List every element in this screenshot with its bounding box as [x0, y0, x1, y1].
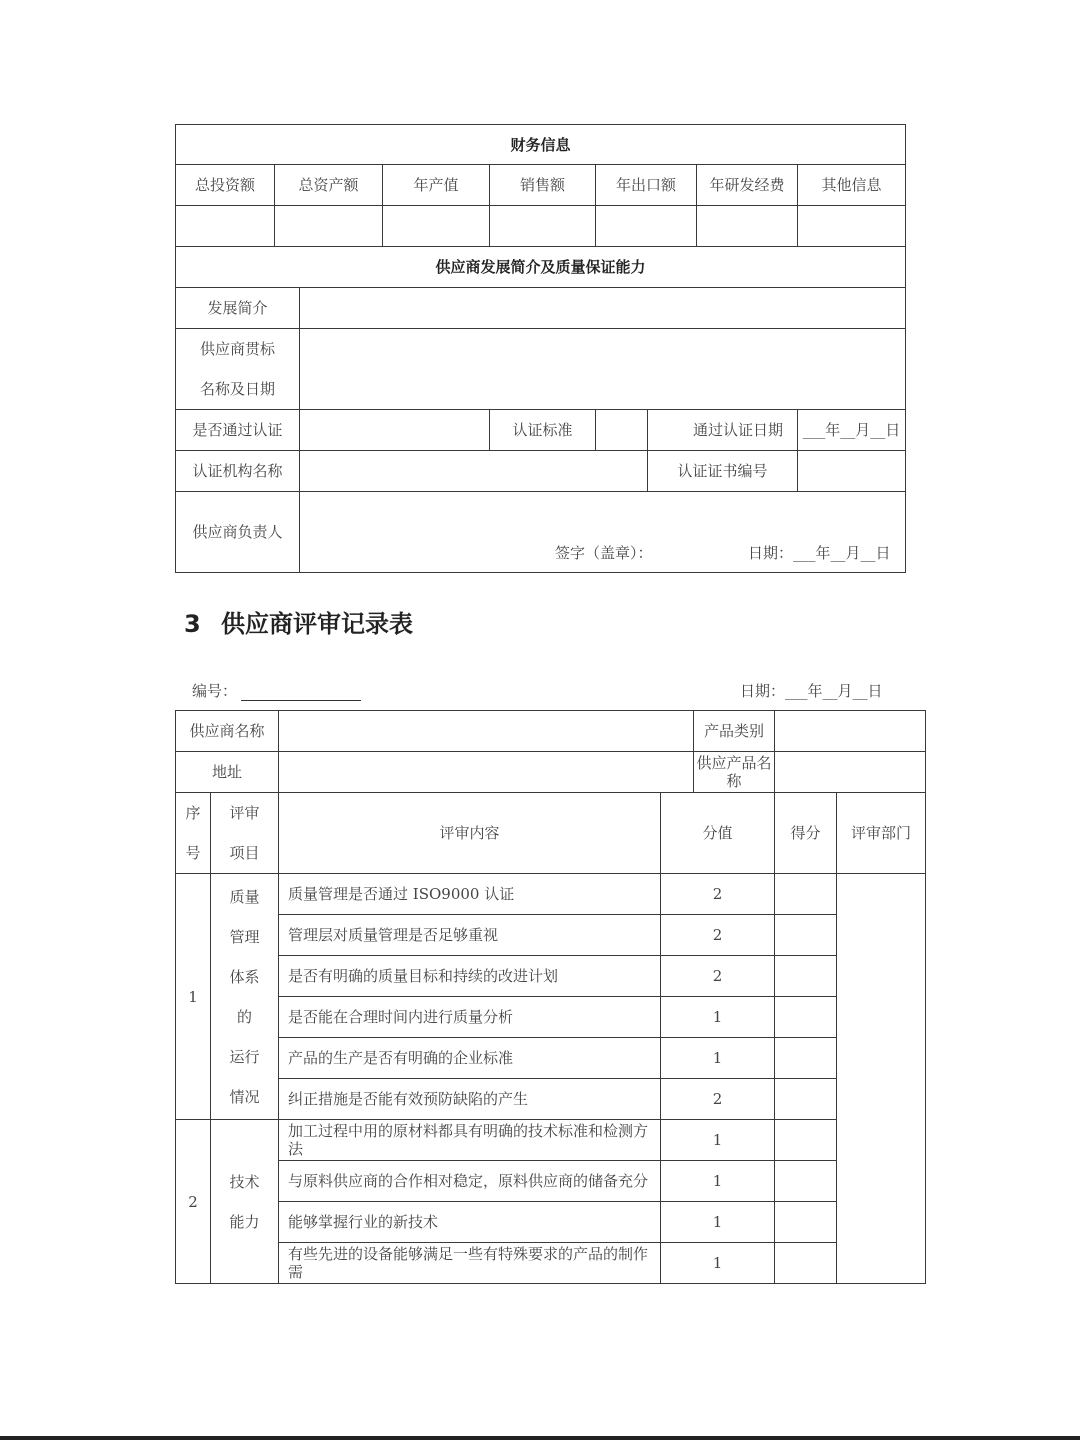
group-item-line: 的: [237, 1007, 253, 1026]
table-row: [176, 1243, 926, 1284]
finance-cell[interactable]: [490, 206, 596, 247]
group-item-line: 运行: [229, 1047, 260, 1066]
supplier-name-label: 供应商名称: [176, 711, 279, 752]
cert-standard-field[interactable]: [596, 410, 648, 451]
review-groups: [176, 874, 926, 1284]
finance-header: 年出口额: [596, 165, 697, 206]
table-row: [176, 956, 926, 997]
page-bottom-edge: [0, 1436, 1080, 1440]
review-points: 2: [661, 956, 775, 997]
header-points: 分值: [661, 793, 775, 874]
review-score-field[interactable]: [775, 1243, 837, 1284]
review-points: 1: [661, 1161, 775, 1202]
review-content: 管理层对质量管理是否足够重视: [279, 915, 661, 956]
review-score-field[interactable]: [775, 1038, 837, 1079]
supplier-name-field[interactable]: [279, 711, 694, 752]
review-dept-field[interactable]: [837, 874, 926, 1284]
review-points: 2: [661, 874, 775, 915]
finance-title: 财务信息: [176, 125, 906, 165]
record-date: 日期：___年__月__日: [740, 682, 883, 700]
cert-body-field[interactable]: [300, 451, 648, 492]
review-content: 质量管理是否通过 ISO9000 认证: [279, 874, 661, 915]
review-score-field[interactable]: [775, 915, 837, 956]
group-item-line: 管理: [229, 927, 260, 946]
cert-date-label: 通过认证日期: [648, 410, 798, 451]
cert-number-label: 认证证书编号: [648, 451, 798, 492]
header-dept: 评审部门: [837, 793, 926, 874]
record-number: [192, 680, 361, 701]
table-row: [176, 915, 926, 956]
leader-signature-field[interactable]: [300, 492, 906, 573]
dev-intro-label: 发展简介: [176, 288, 300, 329]
finance-cell[interactable]: [176, 206, 275, 247]
review-score-field[interactable]: [775, 956, 837, 997]
finance-header: 总投资额: [176, 165, 275, 206]
review-points: 2: [661, 915, 775, 956]
header-seq: [176, 793, 211, 874]
header-item-line: 评审: [229, 804, 260, 822]
review-content: 是否有明确的质量目标和持续的改进计划: [279, 956, 661, 997]
signature-date: 日期：___年__月__日: [748, 544, 891, 562]
address-label: 地址: [176, 752, 279, 793]
standard-field[interactable]: [300, 329, 906, 410]
header-item-line: 项目: [229, 844, 260, 862]
review-score-field[interactable]: [775, 1161, 837, 1202]
finance-header: 其他信息: [798, 165, 906, 206]
header-item: [211, 793, 279, 874]
review-content: 加工过程中用的原材料都具有明确的技术标准和检测方法: [279, 1120, 661, 1161]
finance-cell[interactable]: [383, 206, 490, 247]
record-number-field[interactable]: [241, 686, 361, 701]
dev-intro-field[interactable]: [300, 288, 906, 329]
leader-label: 供应商负责人: [176, 492, 300, 573]
review-score-field[interactable]: [775, 1079, 837, 1120]
group-seq: 1: [176, 874, 211, 1120]
review-points: 2: [661, 1079, 775, 1120]
certified-field[interactable]: [300, 410, 490, 451]
standard-label: [176, 329, 300, 410]
review-content: 能够掌握行业的新技术: [279, 1202, 661, 1243]
header-seq-line: 序: [185, 804, 201, 822]
group-item: [211, 1120, 279, 1284]
finance-cell[interactable]: [697, 206, 798, 247]
review-content: 与原料供应商的合作相对稳定，原料供应商的储备充分: [279, 1161, 661, 1202]
review-content: 产品的生产是否有明确的企业标准: [279, 1038, 661, 1079]
header-content: 评审内容: [279, 793, 661, 874]
finance-header: 年研发经费: [697, 165, 798, 206]
cert-body-label: 认证机构名称: [176, 451, 300, 492]
section-title: 供应商评审记录表: [221, 610, 413, 638]
standard-label-line: 名称及日期: [199, 380, 275, 398]
table-row: [176, 1161, 926, 1202]
section-number: 3: [184, 610, 201, 638]
review-score-field[interactable]: [775, 1202, 837, 1243]
review-points: 1: [661, 1038, 775, 1079]
finance-cell[interactable]: [596, 206, 697, 247]
table-row: [176, 1079, 926, 1120]
table-row: [176, 1038, 926, 1079]
certified-label: 是否通过认证: [176, 410, 300, 451]
finance-header: 总资产额: [275, 165, 383, 206]
group-item-line: 质量: [229, 887, 260, 906]
table-row: [176, 997, 926, 1038]
record-number-label: 编号：: [192, 682, 238, 700]
review-content: 纠正措施是否能有效预防缺陷的产生: [279, 1079, 661, 1120]
review-points: 1: [661, 1120, 775, 1161]
supply-product-field[interactable]: [775, 752, 926, 793]
finance-cell[interactable]: [798, 206, 906, 247]
finance-cell[interactable]: [275, 206, 383, 247]
review-points: 1: [661, 997, 775, 1038]
supplier-info-table: [175, 124, 906, 573]
group-item-line: 体系: [229, 967, 260, 986]
review-score-field[interactable]: [775, 874, 837, 915]
product-category-label: 产品类别: [694, 711, 775, 752]
review-content: 有些先进的设备能够满足一些有特殊要求的产品的制作需: [279, 1243, 661, 1284]
group-item-line: 技术: [229, 1172, 260, 1191]
cert-standard-label: 认证标准: [490, 410, 596, 451]
header-score: 得分: [775, 793, 837, 874]
standard-label-line: 供应商贯标: [199, 340, 275, 358]
review-points: 1: [661, 1202, 775, 1243]
review-score-field[interactable]: [775, 997, 837, 1038]
group-item: [211, 874, 279, 1120]
cert-date-value[interactable]: ___年__月__日: [798, 410, 906, 451]
finance-header: 销售额: [490, 165, 596, 206]
quality-title: 供应商发展简介及质量保证能力: [176, 247, 906, 288]
table-row: [176, 874, 926, 915]
product-category-field[interactable]: [775, 711, 926, 752]
table-row: [176, 1202, 926, 1243]
review-points: 1: [661, 1243, 775, 1284]
supply-product-label: 供应产品名称: [694, 752, 775, 793]
group-item-line: 情况: [229, 1087, 260, 1106]
header-seq-line: 号: [185, 844, 201, 862]
finance-header: 年产值: [383, 165, 490, 206]
cert-number-field[interactable]: [798, 451, 906, 492]
group-item-line: 能力: [229, 1212, 260, 1231]
review-content: 是否能在合理时间内进行质量分析: [279, 997, 661, 1038]
review-score-field[interactable]: [775, 1120, 837, 1161]
group-seq: 2: [176, 1120, 211, 1284]
signature-label: 签字（盖章）：: [555, 544, 653, 562]
section-heading: [184, 604, 413, 639]
review-record-table: [175, 710, 926, 1284]
address-field[interactable]: [279, 752, 694, 793]
table-row: [176, 1120, 926, 1161]
